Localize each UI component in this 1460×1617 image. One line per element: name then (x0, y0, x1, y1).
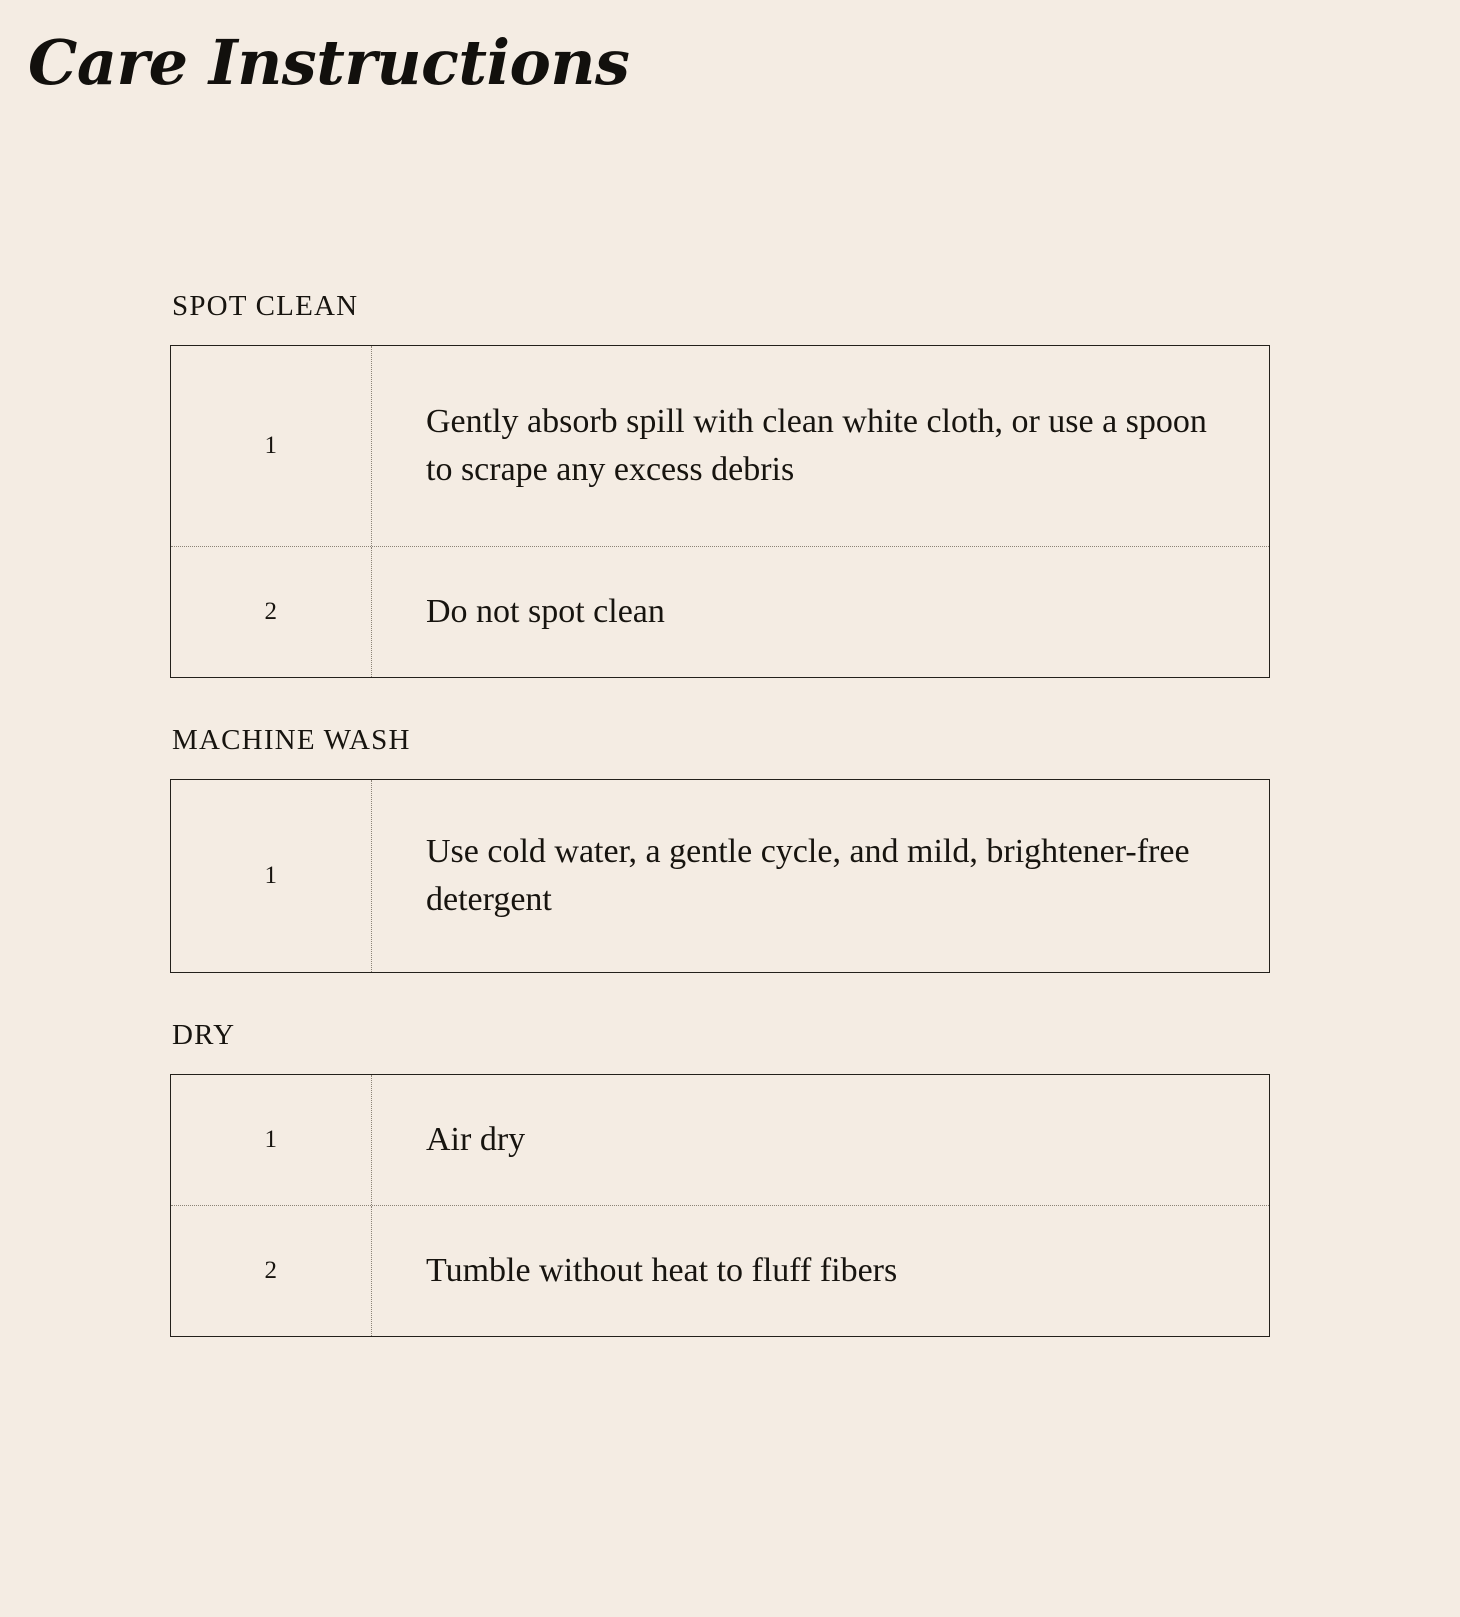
table-row (171, 346, 1269, 546)
step-number: 1 (171, 346, 372, 546)
table-row (171, 1075, 1269, 1205)
table-row (171, 780, 1269, 972)
table-row (171, 546, 1269, 677)
care-table (170, 779, 1270, 973)
step-text: Tumble without heat to fluff fibers (426, 1251, 898, 1289)
step-number: 2 (171, 1206, 372, 1336)
section-heading: MACHINE WASH (172, 724, 411, 756)
step-text: Gently absorb spill with clean white cloth, or use a spoon to scrape any excess debris (426, 402, 1207, 488)
care-sections (170, 290, 1270, 1337)
step-number: 1 (171, 1075, 372, 1205)
section-heading: SPOT CLEAN (172, 290, 359, 322)
step-number: 1 (171, 780, 372, 972)
section-heading: DRY (172, 1019, 236, 1051)
care-table (170, 1074, 1270, 1337)
care-table (170, 345, 1270, 678)
step-text: Air dry (426, 1120, 526, 1158)
section-machine-wash (170, 724, 1270, 973)
step-text: Use cold water, a gentle cycle, and mild, brightener-free detergent (426, 832, 1190, 918)
step-text: Do not spot clean (426, 592, 665, 630)
section-dry (170, 1019, 1270, 1337)
step-number: 2 (171, 547, 372, 677)
table-row (171, 1205, 1269, 1336)
page-title: Care Instructions (28, 26, 630, 99)
section-spot-clean (170, 290, 1270, 678)
